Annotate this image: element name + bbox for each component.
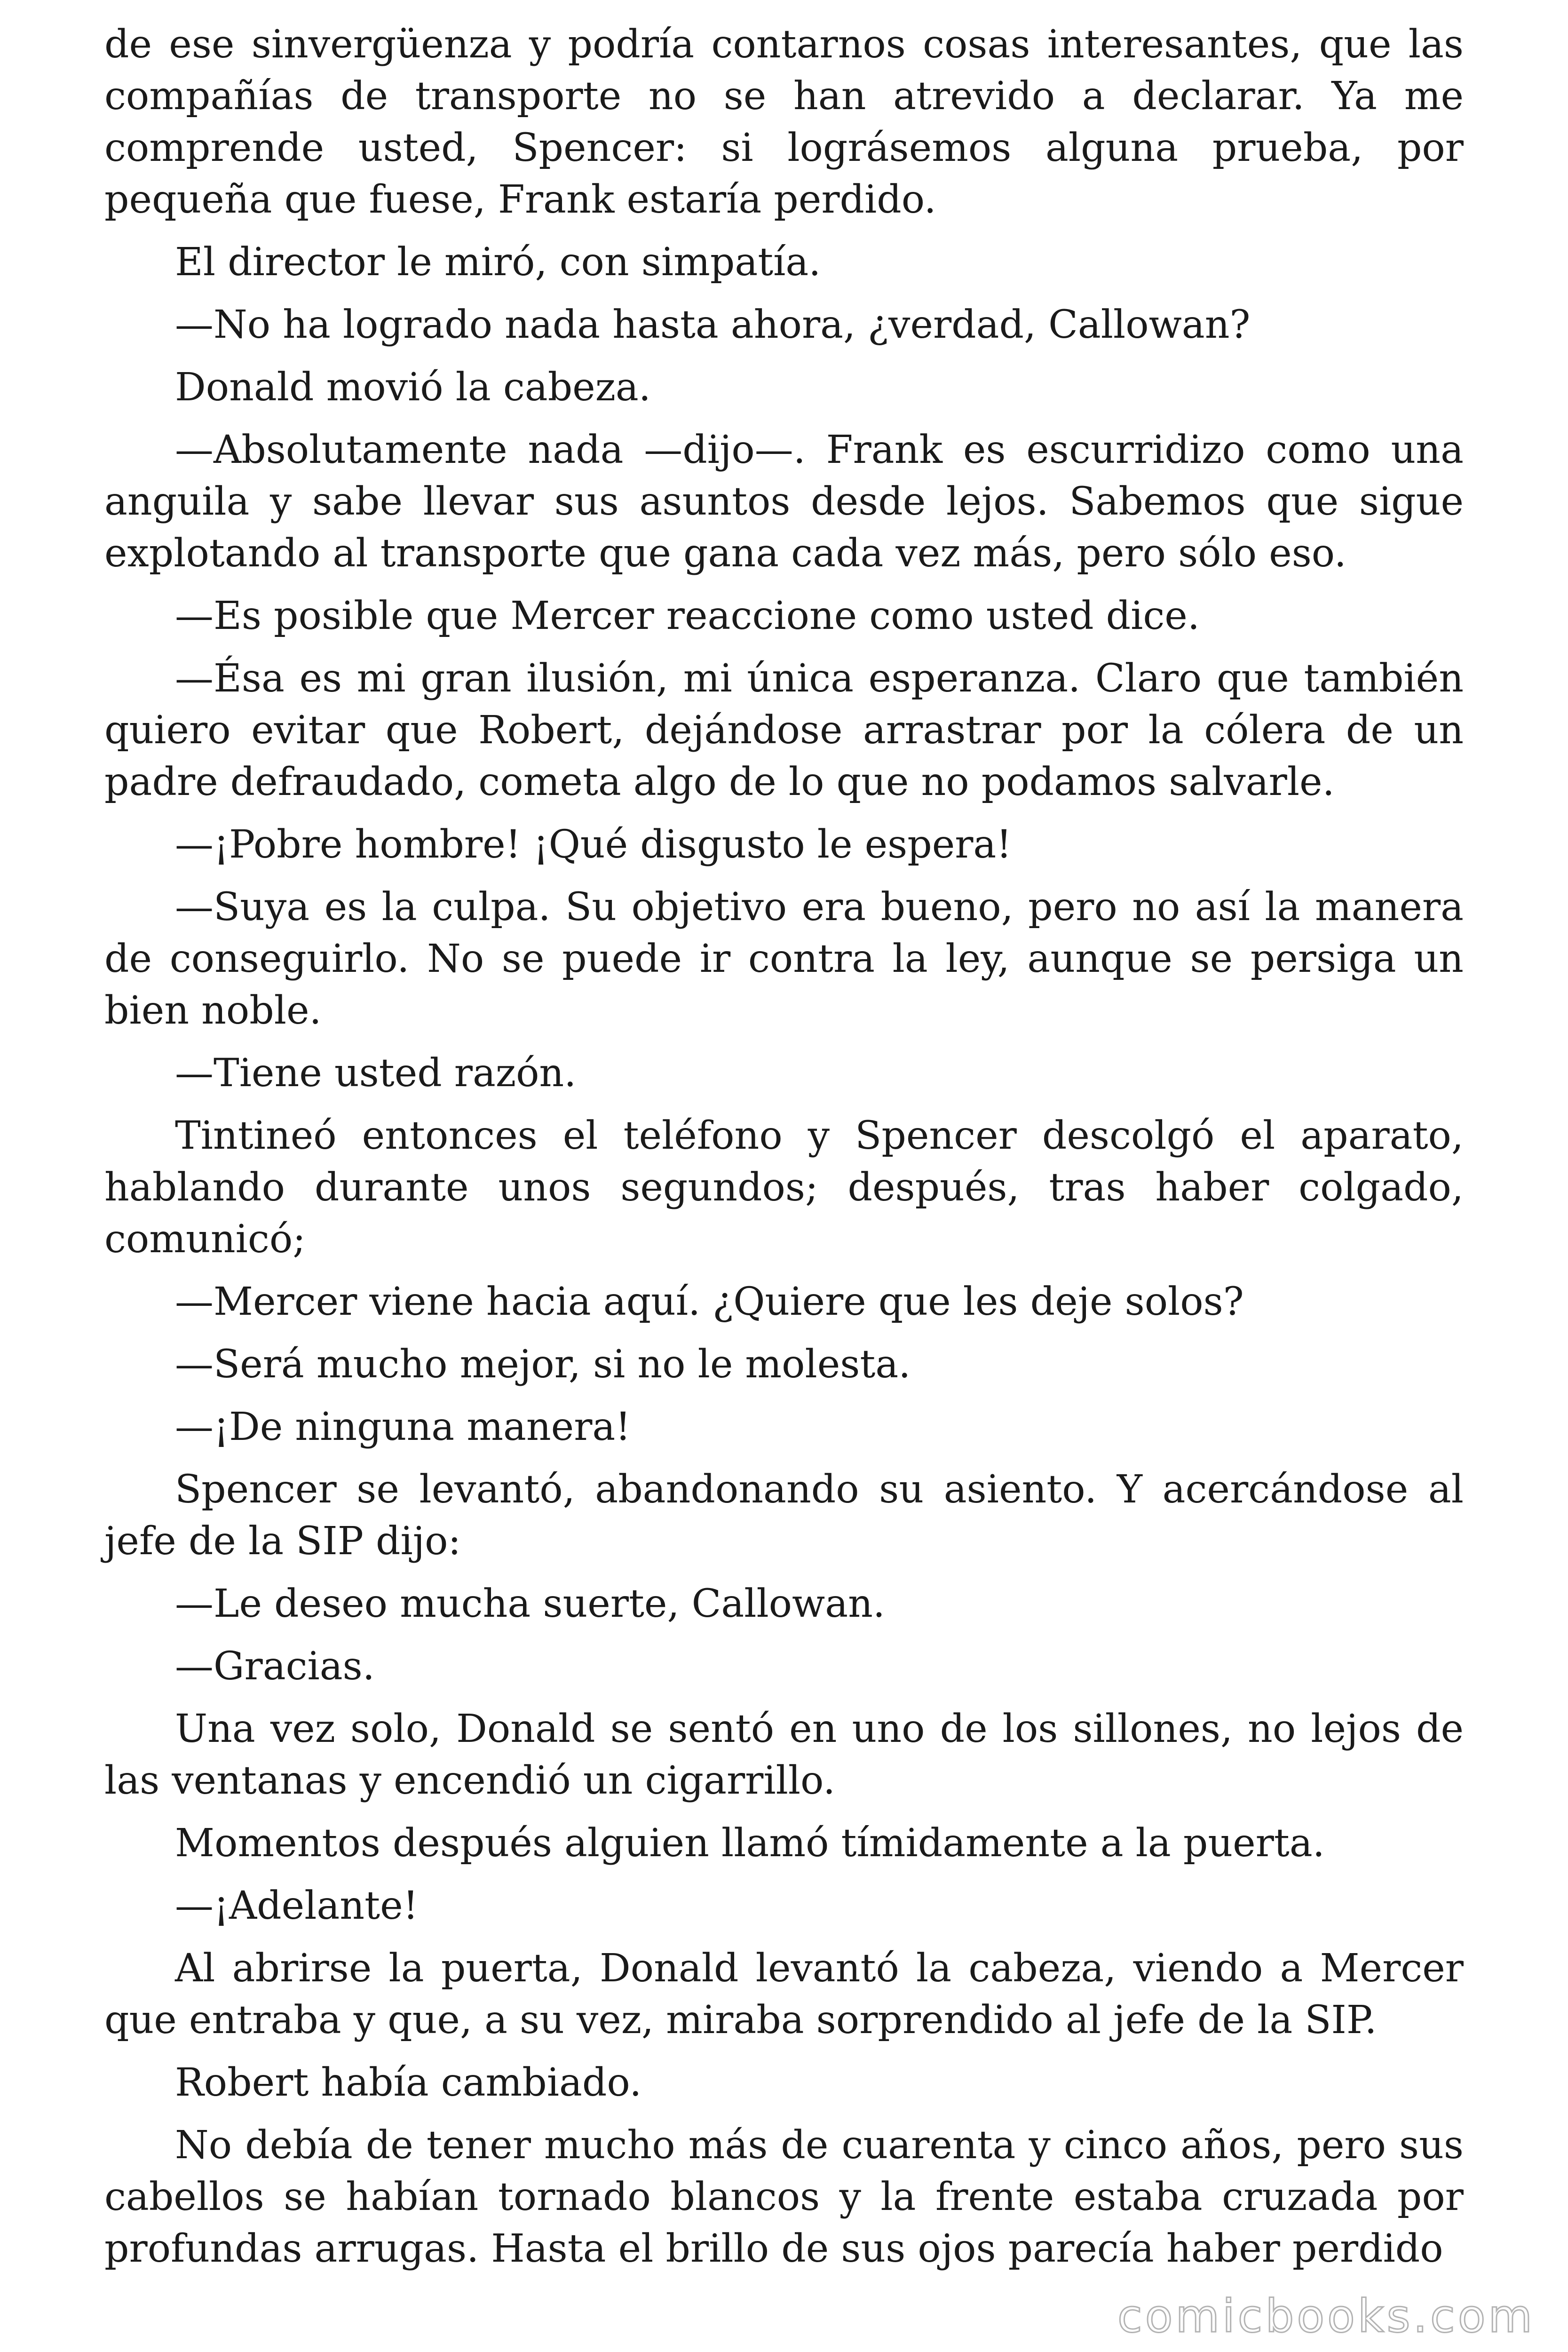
paragraph: No debía de tener mucho más de cuarenta y cinco años, pero sus cabellos se habían tornado blancos y la frente estaba cruzada por profundas arrugas. Hasta el brillo de sus ojos parecía haber perdido [104, 2123, 1464, 2271]
paragraph: —¡Adelante! [175, 1883, 419, 1928]
paragraph: Donald movió la cabeza. [175, 365, 651, 410]
paragraph: —Será mucho mejor, si no le molesta. [175, 1342, 911, 1387]
paragraph: —Mercer viene hacia aquí. ¿Quiere que les deje solos? [175, 1279, 1244, 1324]
paragraph: —¡Pobre hombre! ¡Qué disgusto le espera! [175, 822, 1012, 867]
paragraph: —Tiene usted razón. [175, 1051, 577, 1096]
paragraph: —Le deseo mucha suerte, Callowan. [175, 1581, 885, 1626]
paragraph: —Absolutamente nada —dijo—. Frank es escurridizo como una anguila y sabe llevar sus asuntos desde lejos. Sabemos que sigue explotando al transporte que gana cada vez más, pero sólo eso. [104, 428, 1464, 576]
paragraph: —¡De ninguna manera! [175, 1405, 631, 1449]
paragraph: —Suya es la culpa. Su objetivo era bueno, pero no así la manera de conseguirlo. No se puede ir contra la ley, aunque se persiga un bien noble. [104, 885, 1464, 1033]
paragraph: Tintineó entonces el teléfono y Spencer descolgó el aparato, hablando durante unos segundos; después, tras haber colgado, comunicó; [104, 1113, 1464, 1262]
paragraph: —Ésa es mi gran ilusión, mi única esperanza. Claro que también quiero evitar que Robert, dejándose arrastrar por la cólera de un padre defraudado, cometa algo de lo que no podamos salvarle. [104, 656, 1464, 804]
paragraph: El director le miró, con simpatía. [175, 240, 821, 285]
paragraph: de ese sinvergüenza y podría contarnos cosas interesantes, que las compañías de transporte no se han atrevido a declarar. Ya me comprende usted, Spencer: si lográsemos alguna prueba, por pequeña que fuese, Frank estaría perdido. [104, 22, 1464, 222]
paragraph: Spencer se levantó, abandonando su asiento. Y acercándose al jefe de la SIP dijo: [104, 1467, 1464, 1564]
paragraph: Una vez solo, Donald se sentó en uno de los sillones, no lejos de las ventanas y encendió un cigarrillo. [104, 1707, 1464, 1803]
paragraph: —Es posible que Mercer reaccione como usted dice. [175, 594, 1200, 638]
book-page [104, 19, 1464, 2324]
paragraph: —Gracias. [175, 1644, 375, 1689]
paragraph: Momentos después alguien llamó tímidamente a la puerta. [175, 1821, 1325, 1866]
paragraph: —No ha logrado nada hasta ahora, ¿verdad, Callowan? [175, 302, 1251, 347]
watermark-logo: comicbooks.com [1117, 2290, 1535, 2343]
paragraph: Al abrirse la puerta, Donald levantó la cabeza, viendo a Mercer que entraba y que, a su vez, miraba sorprendido al jefe de la SIP. [104, 1946, 1464, 2042]
paragraph: Robert había cambiado. [175, 2060, 642, 2105]
